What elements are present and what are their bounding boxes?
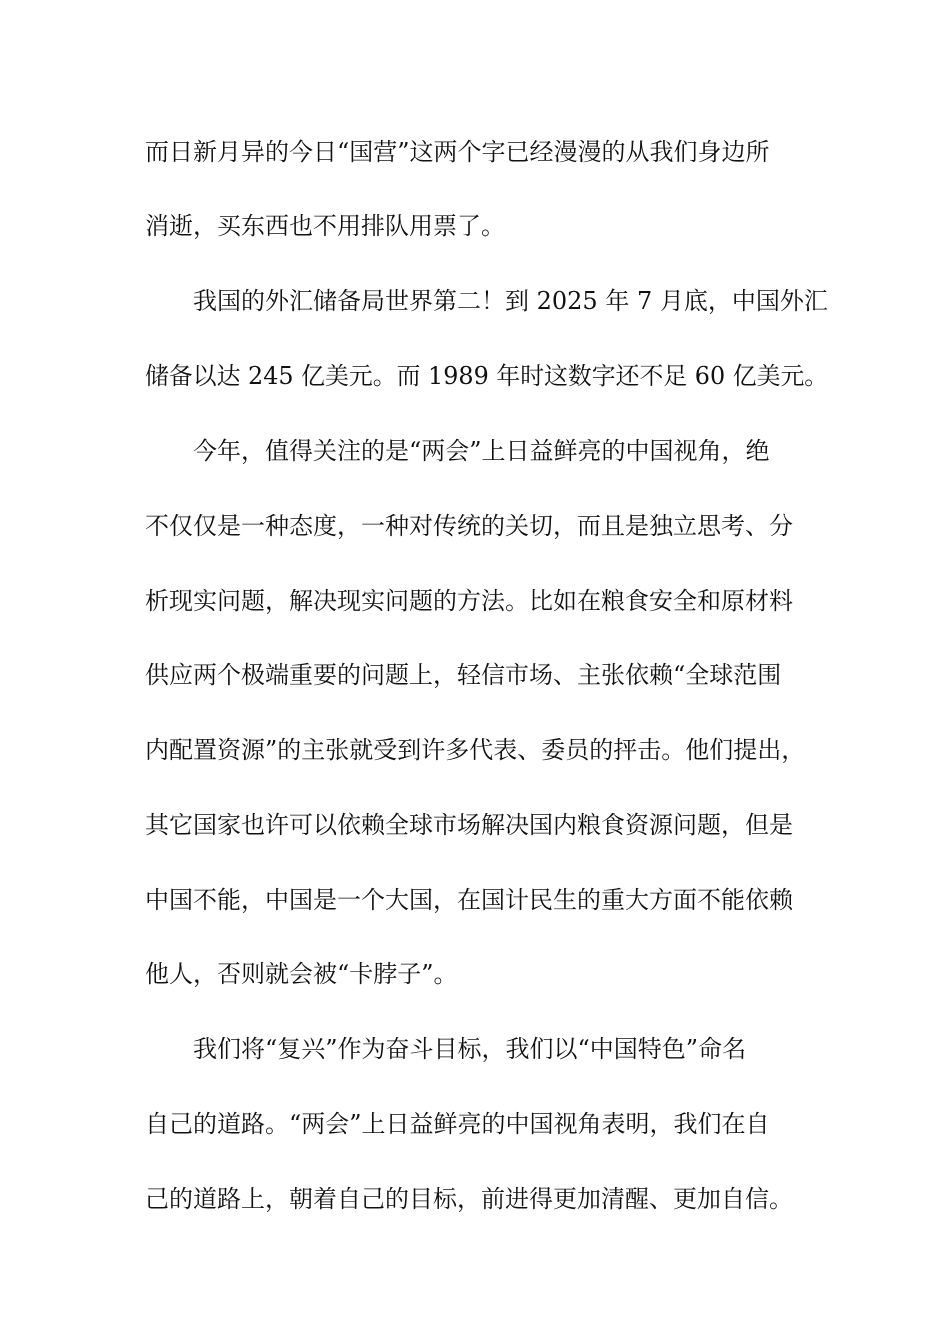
paragraph-3-line-7: 中国不能，中国是一个大国，在国计民生的重大方面不能依赖 (145, 886, 793, 914)
paragraph-3-line-2: 不仅仅是一种态度，一种对传统的关切，而且是独立思考、分 (145, 512, 793, 540)
paragraph-4-line-2: 自己的道路。“两会”上日益鲜亮的中国视角表明，我们在自 (145, 1110, 770, 1138)
paragraph-3-line-3: 析现实问题，解决现实问题的方法。比如在粮食安全和原材料 (145, 587, 793, 615)
paragraph-3-line-8: 他人，否则就会被“卡脖子”。 (145, 960, 458, 988)
paragraph-3-line-6: 其它国家也许可以依赖全球市场解决国内粮食资源问题，但是 (145, 811, 793, 839)
paragraph-3-line-5: 内配置资源”的主张就受到许多代表、委员的抨击。他们提出， (145, 736, 806, 764)
paragraph-3-line-4: 供应两个极端重要的问题上，轻信市场、主张依赖“全球范围 (145, 661, 782, 689)
paragraph-1-line-2: 消逝，买东西也不用排队用票了。 (145, 212, 505, 240)
paragraph-1-line-1: 而日新月异的今日“国营”这两个字已经漫漫的从我们身边所 (145, 138, 770, 166)
paragraph-2-line-2: 储备以达 245 亿美元。而 1989 年时这数字还不足 60 亿美元。 (145, 362, 829, 390)
paragraph-3-line-1: 今年，值得关注的是“两会”上日益鲜亮的中国视角，绝 (193, 437, 770, 465)
paragraph-2-line-1: 我国的外汇储备局世界第二！到 2025 年 7 月底，中国外汇 (193, 287, 828, 315)
paragraph-4-line-1: 我们将“复兴”作为奋斗目标，我们以“中国特色”命名 (193, 1035, 747, 1063)
paragraph-4-line-3: 己的道路上，朝着自己的目标，前进得更加清醒、更加自信。 (145, 1185, 793, 1213)
